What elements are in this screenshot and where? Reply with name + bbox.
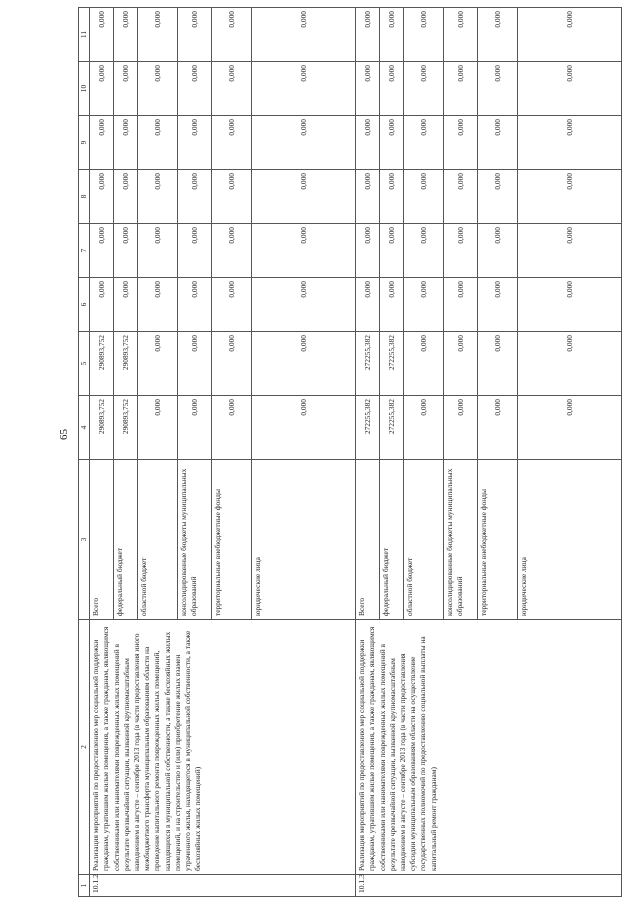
amount-cell: 0,000 bbox=[90, 62, 114, 116]
amount-cell: 0,000 bbox=[356, 8, 380, 62]
header-cell: 7 bbox=[79, 224, 90, 278]
header-cell: 5 bbox=[79, 332, 90, 396]
amount-cell: 0,000 bbox=[252, 278, 356, 332]
funding-source: Всего bbox=[90, 460, 114, 620]
amount-cell: 0,000 bbox=[212, 62, 252, 116]
amount-cell: 0,000 bbox=[444, 224, 478, 278]
amount-cell: 0,000 bbox=[518, 170, 622, 224]
amount-cell: 0,000 bbox=[518, 332, 622, 396]
amount-cell: 0,000 bbox=[90, 8, 114, 62]
amount-cell: 272255,382 bbox=[380, 332, 404, 396]
amount-cell: 0,000 bbox=[178, 224, 212, 278]
amount-cell: 0,000 bbox=[178, 170, 212, 224]
amount-cell: 0,000 bbox=[478, 278, 518, 332]
amount-cell: 0,000 bbox=[252, 116, 356, 170]
amount-cell: 0,000 bbox=[444, 62, 478, 116]
amount-cell: 0,000 bbox=[178, 8, 212, 62]
amount-cell: 0,000 bbox=[444, 116, 478, 170]
amount-cell: 0,000 bbox=[114, 278, 138, 332]
header-cell: 2 bbox=[79, 620, 90, 875]
item-description: Реализация мероприятий по предоставлению мер социальной поддержки гражданам, утратившим жилые помещения, а также гражданам, являющимся собственниками или нанимателями поврежденных жилых помещений в результате чрезвычайной ситуации, вызванной крупномасштабным наводнением в августе – сентябре 2013 года (в части предоставления иного межбюджетного трансферта муниципальным образованиям области на проведение капитального ремонта поврежденных жилых помещений, находящихся в муниципальной собственности, а также бесхозяйных жилых помещений, и на строительство и (или) приобретение жилых взамен утраченного жилья, находящегося в муниципальной собственности, а также бесхозяйных жилых помещений) bbox=[90, 620, 356, 875]
table-row bbox=[90, 8, 114, 897]
amount-cell: 0,000 bbox=[178, 396, 212, 460]
item-description: Реализация мероприятий по предоставлению мер социальной поддержки гражданам, утратившим жилые помещения, а также гражданам, являющимся собственниками или нанимателями поврежденных жилых помещений в результате чрезвычайной ситуации, вызванной крупномасштабным наводнением в августе – сентябре 2013 года (в части предоставления субсидии муниципальным образованиям области на осуществление государственных полномочий по предоставлению социальной выплаты на капитальный ремонт гражданам) bbox=[356, 620, 622, 875]
header-cell: 8 bbox=[79, 170, 90, 224]
amount-cell: 0,000 bbox=[252, 170, 356, 224]
amount-cell: 0,000 bbox=[138, 278, 178, 332]
amount-cell: 0,000 bbox=[252, 8, 356, 62]
amount-cell: 0,000 bbox=[138, 8, 178, 62]
amount-cell: 0,000 bbox=[518, 62, 622, 116]
amount-cell: 0,000 bbox=[356, 62, 380, 116]
amount-cell: 0,000 bbox=[380, 278, 404, 332]
amount-cell: 0,000 bbox=[356, 278, 380, 332]
amount-cell: 0,000 bbox=[212, 8, 252, 62]
funding-table bbox=[78, 7, 622, 897]
item-code: 10.1.3 bbox=[356, 875, 622, 897]
funding-source: консолидированные бюджеты муниципальных образований bbox=[178, 460, 212, 620]
amount-cell: 0,000 bbox=[444, 278, 478, 332]
amount-cell: 0,000 bbox=[90, 116, 114, 170]
amount-cell: 0,000 bbox=[212, 224, 252, 278]
amount-cell: 0,000 bbox=[404, 278, 444, 332]
amount-cell: 0,000 bbox=[212, 116, 252, 170]
amount-cell: 0,000 bbox=[444, 8, 478, 62]
amount-cell: 0,000 bbox=[380, 116, 404, 170]
amount-cell: 0,000 bbox=[114, 62, 138, 116]
funding-source: территориальные внебюджетные фонды bbox=[212, 460, 252, 620]
funding-source: консолидированные бюджеты муниципальных образований bbox=[444, 460, 478, 620]
amount-cell: 0,000 bbox=[356, 116, 380, 170]
amount-cell: 0,000 bbox=[478, 224, 518, 278]
amount-cell: 0,000 bbox=[404, 62, 444, 116]
rotated-sheet bbox=[78, 8, 638, 897]
header-cell: 10 bbox=[79, 62, 90, 116]
amount-cell: 0,000 bbox=[404, 332, 444, 396]
funding-source: областной бюджет bbox=[138, 460, 178, 620]
amount-cell: 290893,752 bbox=[114, 396, 138, 460]
amount-cell: 0,000 bbox=[212, 278, 252, 332]
amount-cell: 0,000 bbox=[404, 170, 444, 224]
amount-cell: 0,000 bbox=[478, 170, 518, 224]
amount-cell: 0,000 bbox=[178, 278, 212, 332]
amount-cell: 0,000 bbox=[252, 332, 356, 396]
amount-cell: 0,000 bbox=[404, 116, 444, 170]
header-row bbox=[79, 8, 90, 897]
amount-cell: 0,000 bbox=[444, 170, 478, 224]
amount-cell: 0,000 bbox=[178, 62, 212, 116]
funding-source: областной бюджет bbox=[404, 460, 444, 620]
amount-cell: 0,000 bbox=[138, 116, 178, 170]
amount-cell: 0,000 bbox=[114, 8, 138, 62]
amount-cell: 0,000 bbox=[380, 224, 404, 278]
funding-source: федеральный бюджет bbox=[114, 460, 138, 620]
header-cell: 3 bbox=[79, 460, 90, 620]
amount-cell: 0,000 bbox=[252, 62, 356, 116]
amount-cell: 0,000 bbox=[90, 224, 114, 278]
amount-cell: 0,000 bbox=[138, 396, 178, 460]
item-code: 10.1.2 bbox=[90, 875, 356, 897]
amount-cell: 0,000 bbox=[380, 8, 404, 62]
amount-cell: 0,000 bbox=[212, 170, 252, 224]
amount-cell: 0,000 bbox=[380, 170, 404, 224]
amount-cell: 0,000 bbox=[518, 8, 622, 62]
amount-cell: 0,000 bbox=[90, 278, 114, 332]
amount-cell: 0,000 bbox=[114, 170, 138, 224]
amount-cell: 0,000 bbox=[478, 332, 518, 396]
amount-cell: 0,000 bbox=[518, 396, 622, 460]
amount-cell: 0,000 bbox=[138, 62, 178, 116]
amount-cell: 0,000 bbox=[90, 170, 114, 224]
amount-cell: 0,000 bbox=[114, 116, 138, 170]
amount-cell: 0,000 bbox=[404, 396, 444, 460]
amount-cell: 0,000 bbox=[404, 224, 444, 278]
amount-cell: 290893,752 bbox=[114, 332, 138, 396]
amount-cell: 272255,382 bbox=[356, 396, 380, 460]
amount-cell: 0,000 bbox=[252, 396, 356, 460]
amount-cell: 0,000 bbox=[518, 116, 622, 170]
amount-cell: 0,000 bbox=[518, 278, 622, 332]
amount-cell: 0,000 bbox=[178, 332, 212, 396]
amount-cell: 0,000 bbox=[478, 116, 518, 170]
header-cell: 4 bbox=[79, 396, 90, 460]
amount-cell: 0,000 bbox=[356, 224, 380, 278]
header-cell: 11 bbox=[79, 8, 90, 62]
header-cell: 9 bbox=[79, 116, 90, 170]
header-cell: 6 bbox=[79, 278, 90, 332]
header-cell: 1 bbox=[79, 875, 90, 897]
page-number: 65 bbox=[58, 429, 70, 440]
funding-source: юридические лица bbox=[518, 460, 622, 620]
amount-cell: 0,000 bbox=[444, 332, 478, 396]
amount-cell: 0,000 bbox=[138, 224, 178, 278]
amount-cell: 0,000 bbox=[356, 170, 380, 224]
funding-source: территориальные внебюджетные фонды bbox=[478, 460, 518, 620]
amount-cell: 0,000 bbox=[478, 62, 518, 116]
amount-cell: 272255,382 bbox=[380, 396, 404, 460]
funding-source: федеральный бюджет bbox=[380, 460, 404, 620]
amount-cell: 0,000 bbox=[212, 396, 252, 460]
amount-cell: 272255,382 bbox=[356, 332, 380, 396]
amount-cell: 0,000 bbox=[138, 332, 178, 396]
amount-cell: 0,000 bbox=[404, 8, 444, 62]
amount-cell: 0,000 bbox=[178, 116, 212, 170]
amount-cell: 0,000 bbox=[114, 224, 138, 278]
amount-cell: 290893,752 bbox=[90, 396, 114, 460]
amount-cell: 0,000 bbox=[212, 332, 252, 396]
amount-cell: 0,000 bbox=[518, 224, 622, 278]
amount-cell: 0,000 bbox=[478, 8, 518, 62]
amount-cell: 0,000 bbox=[252, 224, 356, 278]
amount-cell: 0,000 bbox=[380, 62, 404, 116]
amount-cell: 290893,752 bbox=[90, 332, 114, 396]
amount-cell: 0,000 bbox=[444, 396, 478, 460]
amount-cell: 0,000 bbox=[138, 170, 178, 224]
funding-source: Всего bbox=[356, 460, 380, 620]
funding-source: юридические лица bbox=[252, 460, 356, 620]
amount-cell: 0,000 bbox=[478, 396, 518, 460]
table-row bbox=[356, 8, 380, 897]
